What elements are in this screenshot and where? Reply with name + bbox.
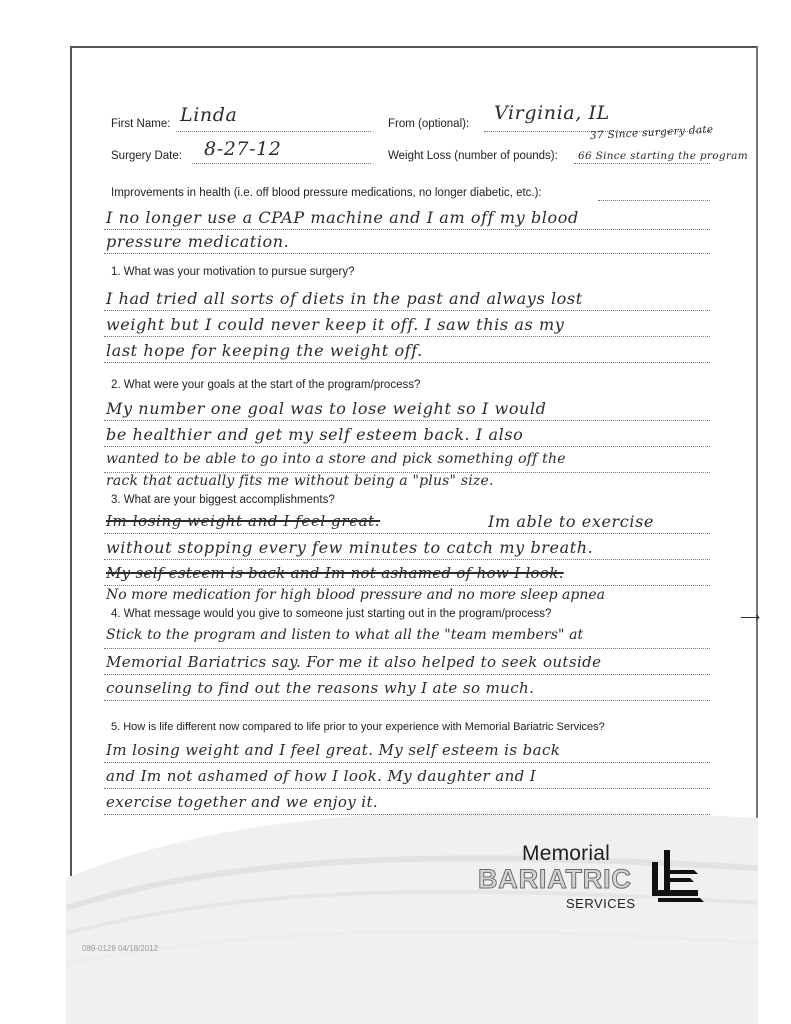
from-value[interactable]: Virginia, IL: [494, 102, 610, 124]
continuation-arrow-icon: ⟶: [740, 609, 761, 625]
logo-memorial-text: Memorial: [522, 842, 610, 865]
q5-line-1: [104, 762, 710, 763]
q1-label: 1. What was your motivation to pursue surgery?: [111, 266, 355, 278]
memorial-bariatric-logo: [470, 836, 710, 916]
q4-line-3: [104, 700, 710, 701]
q1-answer-2[interactable]: weight but I could never keep it off. I saw this as my: [106, 315, 565, 334]
weight-loss-note-surgery[interactable]: 37 Since surgery date: [589, 123, 714, 142]
weight-loss-note-program[interactable]: 66 Since starting the program: [578, 150, 748, 162]
form-code: 089-0128 04/18/2012: [82, 944, 159, 953]
q4-label: 4. What message would you give to someone just starting out in the program/process?: [111, 608, 552, 620]
q3-answer-1[interactable]: Im able to exercise: [488, 512, 654, 531]
q4-answer-1[interactable]: Stick to the program and listen to what all the "team members" at: [106, 627, 584, 643]
first-name-line: [176, 131, 371, 132]
weight-loss-line: [574, 163, 710, 164]
logo-services-text: SERVICES: [566, 896, 636, 911]
q3-line-3: [104, 585, 710, 586]
improvements-line-2: [104, 253, 710, 254]
q4-answer-3[interactable]: counseling to find out the reasons why I ate so much.: [106, 679, 535, 697]
improvements-answer-2[interactable]: pressure medication.: [106, 232, 290, 251]
logo-bariatric-text: BARIATRIC: [478, 864, 632, 894]
q1-answer-1[interactable]: I had tried all sorts of diets in the past and always lost: [106, 289, 583, 308]
q3-answer-3-struck[interactable]: My self esteem is back and Im not ashamed of how I look.: [106, 564, 564, 582]
q1-line-3: [104, 362, 710, 363]
q5-answer-1[interactable]: Im losing weight and I feel great. My self esteem is back: [106, 741, 561, 759]
q4-line-1: [104, 648, 710, 649]
q1-line-1: [104, 310, 710, 311]
first-name-value[interactable]: Linda: [180, 104, 238, 126]
surgery-date-label: Surgery Date:: [111, 150, 182, 162]
improvements-answer-1[interactable]: I no longer use a CPAP machine and I am off my blood: [106, 208, 579, 227]
q3-answer-1-struck[interactable]: Im losing weight and I feel great.: [106, 512, 381, 530]
logo-mark-icon: [646, 848, 704, 904]
q1-line-2: [104, 336, 710, 337]
q2-label: 2. What were your goals at the start of the program/process?: [111, 379, 421, 391]
q5-line-3: [104, 814, 710, 815]
q3-line-1: [104, 533, 710, 534]
q3-label: 3. What are your biggest accomplishments?: [111, 494, 335, 506]
q4-answer-2[interactable]: Memorial Bariatrics say. For me it also helped to seek outside: [106, 653, 602, 671]
q2-answer-4[interactable]: rack that actually fits me without being a "plus" size.: [106, 473, 494, 489]
improvements-line-0: [598, 200, 710, 201]
q3-answer-2[interactable]: without stopping every few minutes to catch my breath.: [106, 538, 594, 557]
q2-line-2: [104, 446, 710, 447]
improvements-line-1: [104, 229, 710, 230]
q3-line-2: [104, 559, 710, 560]
q2-answer-3[interactable]: wanted to be able to go into a store and pick something off the: [106, 451, 566, 467]
weight-loss-label: Weight Loss (number of pounds):: [388, 150, 558, 162]
q1-answer-3[interactable]: last hope for keeping the weight off.: [106, 341, 423, 360]
q2-line-1: [104, 420, 710, 421]
q3-answer-4[interactable]: No more medication for high blood pressure and no more sleep apnea: [106, 587, 605, 603]
q2-answer-1[interactable]: My number one goal was to lose weight so I would: [106, 399, 547, 418]
q5-answer-2[interactable]: and Im not ashamed of how I look. My daughter and I: [106, 767, 537, 785]
q4-line-2: [104, 674, 710, 675]
first-name-label: First Name:: [111, 118, 171, 130]
surgery-date-line: [192, 163, 371, 164]
surgery-date-value[interactable]: 8-27-12: [204, 138, 282, 160]
improvements-label: Improvements in health (i.e. off blood pressure medications, no longer diabetic, etc.):: [111, 187, 542, 199]
q5-answer-3[interactable]: exercise together and we enjoy it.: [106, 793, 379, 811]
q2-answer-2[interactable]: be healthier and get my self esteem back. I also: [106, 425, 524, 444]
from-label: From (optional):: [388, 118, 470, 130]
q5-line-2: [104, 788, 710, 789]
q5-label: 5. How is life different now compared to life prior to your experience with Memorial Bariatric Services?: [111, 721, 605, 733]
